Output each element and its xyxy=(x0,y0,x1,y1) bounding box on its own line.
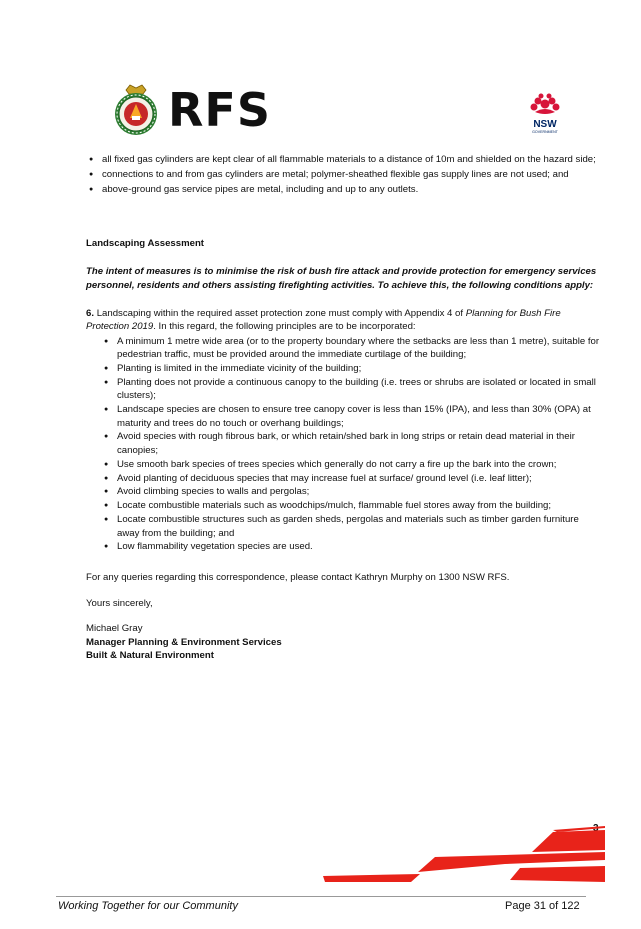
list-item: ● Locate combustible materials such as woodchips/mulch, flammable fuel stores away from the building; xyxy=(101,499,601,512)
gas-requirements-list xyxy=(86,153,602,197)
signature-block xyxy=(86,622,282,663)
list-item: ● Avoid species with rough fibrous bark, or which retain/shed bark in long strips or retain dead material in their canopies; xyxy=(101,430,601,457)
list-item: ● above-ground gas service pipes are metal, including and up to any outlets. xyxy=(86,183,602,196)
nsw-government-logo xyxy=(523,92,567,136)
list-item: ● all fixed gas cylinders are kept clear of all flammable materials to a distance of 10m and shielded on the hazard side; xyxy=(86,153,602,166)
rfs-logo xyxy=(112,80,271,140)
list-item: ● Use smooth bark species of trees species which generally do not carry a fire up the bark into the crown; xyxy=(101,458,601,471)
list-item: ● Landscape species are chosen to ensure tree canopy cover is less than 15% (IPA), and less than 30% (OPA) at maturity and trees do no touch or overhang buildings; xyxy=(101,403,601,430)
list-item: ● Low flammability vegetation species are used. xyxy=(101,540,601,553)
red-stripes-graphic xyxy=(315,826,605,886)
landscaping-principles-list xyxy=(101,335,601,554)
list-item: ● Locate combustible structures such as garden sheds, pergolas and materials such as timber garden furniture away from the building; and xyxy=(101,513,601,540)
section-heading: Landscaping Assessment xyxy=(86,238,205,249)
nsw-logo-subtext: GOVERNMENT xyxy=(532,130,558,134)
nsw-logo-text: NSW xyxy=(533,119,557,130)
footer-divider xyxy=(56,896,586,897)
footer-tagline: Working Together for our Community xyxy=(58,900,238,912)
intent-statement: The intent of measures is to minimise the risk of bush fire attack and provide protection for emergency services personnel, residents and others assisting firefighting activities. To achieve this, the following conditions apply: xyxy=(86,266,597,291)
condition-document-title: Planning for Bush Fire Protection 2019 xyxy=(86,308,561,333)
condition-text-a: Landscaping within the required asset protection zone must comply with Appendix 4 of xyxy=(96,308,466,319)
contact-paragraph: For any queries regarding this correspondence, please contact Kathryn Murphy on 1300 NSW RFS. xyxy=(86,572,510,583)
signatory-unit: Built & Natural Environment xyxy=(86,650,214,661)
condition-paragraph xyxy=(86,307,602,334)
condition-text-b: . In this regard, the following principles are to be incorporated: xyxy=(153,321,416,333)
condition-number: 6. xyxy=(86,308,95,319)
list-item: ● Planting is limited in the immediate vicinity of the building; xyxy=(101,362,601,375)
list-item: ● Avoid planting of deciduous species that may increase fuel at surface/ ground level (i.e. leaf litter); xyxy=(101,472,601,485)
footer-page-number: Page 31 of 122 xyxy=(505,900,580,912)
list-item: ● connections to and from gas cylinders are metal; polymer-sheathed flexible gas supply lines are not used; and xyxy=(86,168,602,181)
rfs-badge-icon xyxy=(112,82,160,138)
signatory-title: Manager Planning & Environment Services xyxy=(86,636,282,648)
signatory-name: Michael Gray xyxy=(86,623,143,634)
rfs-logo-text: RFS xyxy=(168,83,271,137)
list-item: ● Planting does not provide a continuous canopy to the building (i.e. trees or shrubs are isolated or located in small clusters); xyxy=(101,376,601,403)
sign-off: Yours sincerely, xyxy=(86,598,153,609)
list-item: ● A minimum 1 metre wide area (or to the property boundary where the setbacks are less than 1 metre), suitable for pedestrian traffic, must be provided around the immediate curtilage of the building; xyxy=(101,335,601,362)
list-item: ● Avoid climbing species to walls and pergolas; xyxy=(101,485,601,498)
